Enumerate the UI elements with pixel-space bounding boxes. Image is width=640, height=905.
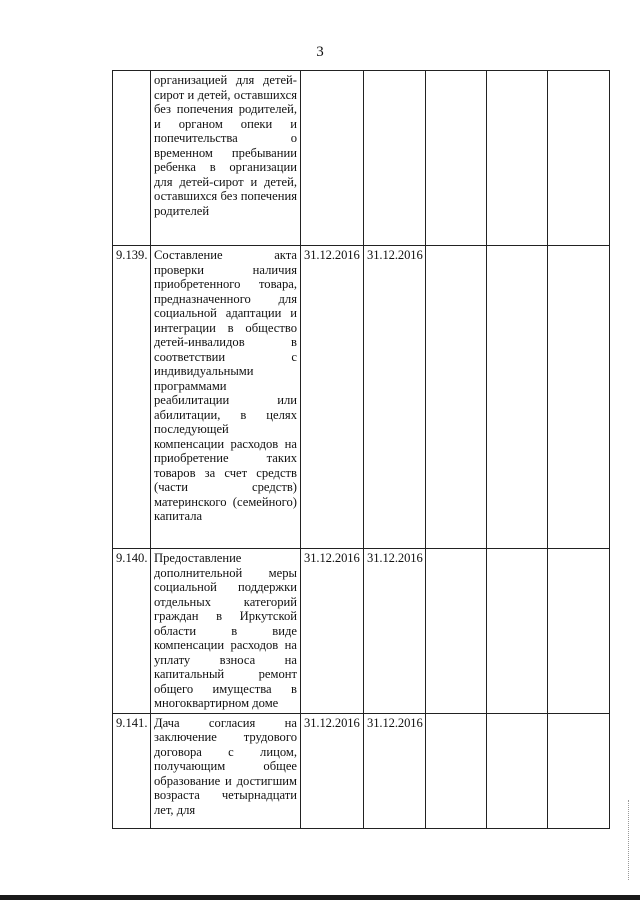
document-table [112, 70, 610, 829]
row-date-start [301, 71, 364, 246]
row-date-start: 31.12.2016 [301, 549, 364, 714]
empty-cell [487, 246, 548, 549]
row-date-end: 31.12.2016 [364, 246, 426, 549]
row-description: Дача согласия на заключение трудового договора с лицом, получающим общее образование и достигшим возраста четырнадцати лет, для [151, 713, 301, 828]
empty-cell [426, 246, 487, 549]
empty-cell [548, 713, 610, 828]
row-date-end: 31.12.2016 [364, 549, 426, 714]
empty-cell [548, 71, 610, 246]
empty-cell [487, 713, 548, 828]
page-number: 3 [316, 44, 324, 60]
empty-cell [548, 246, 610, 549]
empty-cell [426, 71, 487, 246]
row-number: 9.141. [113, 713, 151, 828]
empty-cell [426, 713, 487, 828]
row-date-start: 31.12.2016 [301, 713, 364, 828]
row-date-end [364, 71, 426, 246]
row-description: Предоставление дополнительной меры социальной поддержки отдельных категорий граждан в Иркутской области в виде компенсации расходов на уплату взноса на капитальный ремонт общего имущества в многоквартирном доме [151, 549, 301, 714]
row-description: организацией для детей-сирот и детей, оставшихся без попечения родителей, и органом опеки и попечительства о временном пребывании ребенка в организации для детей-сирот и детей, оставшихся без попечения родителей [151, 71, 301, 246]
scan-edge-marks [628, 800, 631, 880]
row-date-end: 31.12.2016 [364, 713, 426, 828]
row-number [113, 71, 151, 246]
row-description: Составление акта проверки наличия приобретенного товара, предназначенного для социальной адаптации и интеграции в общество детей-инвалидов в соответствии с индивидуальными программами реабилитации или абилитации, в целях последующей компенсации расходов на приобретение таких товаров за счет средств (части средств) материнского (семейного) капитала [151, 246, 301, 549]
empty-cell [487, 71, 548, 246]
table-row [113, 71, 610, 246]
scan-bottom-edge [0, 895, 640, 900]
empty-cell [426, 549, 487, 714]
empty-cell [487, 549, 548, 714]
row-date-start: 31.12.2016 [301, 246, 364, 549]
table-row [113, 246, 610, 549]
row-number: 9.140. [113, 549, 151, 714]
row-number: 9.139. [113, 246, 151, 549]
table-row [113, 549, 610, 714]
empty-cell [548, 549, 610, 714]
table-row [113, 713, 610, 828]
